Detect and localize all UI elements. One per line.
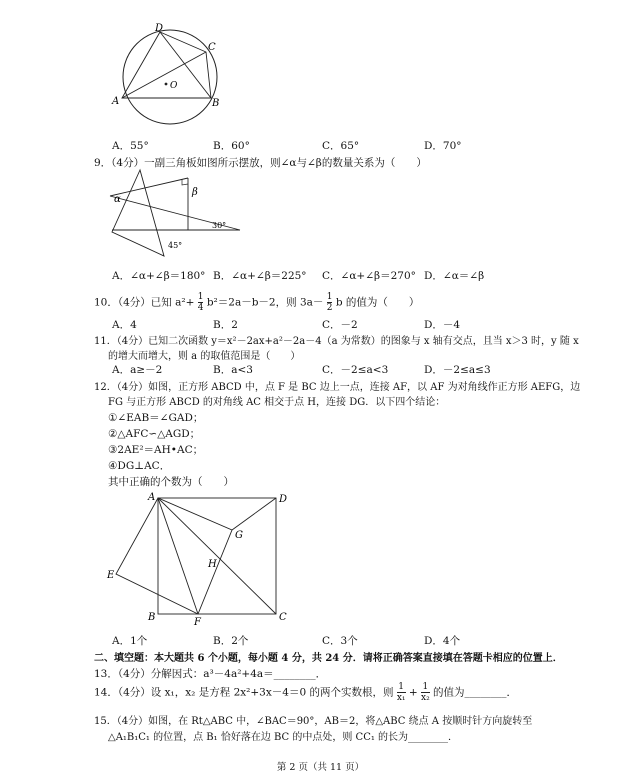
label-h: H xyxy=(208,559,217,570)
q12-conclusion-3: ③2AE²＝AH•AC； xyxy=(108,444,204,456)
q10-stem-c: b 的值为（ ） xyxy=(335,296,420,309)
q10-frac1-num: 1 xyxy=(197,292,204,302)
q10-frac2 xyxy=(327,292,333,313)
q8-option-c: C．65° xyxy=(322,140,360,152)
q12-conclusion-4: ④DG⊥AC． xyxy=(108,460,171,472)
page-footer: 第 2 页（共 11 页） xyxy=(276,762,365,773)
label-c: C xyxy=(208,42,216,53)
q10-option-a: A．4 xyxy=(112,319,137,331)
square-figure xyxy=(104,488,294,626)
label-f: F xyxy=(194,617,201,626)
q11-line1: 11．（4分）已知二次函数 y＝x²－2ax+a²－2a－4（a 为常数）的图象与 x 轴有交点，且当 x＞3 时，y 随 x xyxy=(94,336,579,347)
label-b: B xyxy=(212,98,220,109)
q12-line2: FG 与正方形 ABCD 的对角线 AC 相交于点 H，连接 DG．以下四个结论： xyxy=(108,397,446,408)
q14-frac-b-num: 1 xyxy=(422,682,429,692)
q9-option-b: B．∠α+∠β＝225° xyxy=(213,270,307,282)
q14-frac-a-den: x₁ xyxy=(396,693,406,703)
q14-frac-b-den: x₂ xyxy=(421,693,430,703)
label-e: E xyxy=(107,570,115,581)
q14-stem-a: 14．（4分）设 x₁，x₂ 是方程 2x²+3x－4＝0 的两个实数根，则 xyxy=(94,686,394,699)
q12-option-b: B．2个 xyxy=(213,635,249,647)
q10-stem-a: 10．（4分）已知 a²+ xyxy=(94,296,195,309)
q14-stem xyxy=(94,682,517,703)
label-d: D xyxy=(155,23,164,34)
q13-stem: 13．（4分）分解因式：a³－4a²+4a＝________． xyxy=(94,668,327,680)
q10-option-d: D．－4 xyxy=(424,319,461,331)
q14-stem-b: 的值为________． xyxy=(433,686,518,699)
q14-frac-a xyxy=(397,682,406,703)
label-a: A xyxy=(148,492,156,503)
q9-stem: 9．（4分）一副三角板如图所示摆放，则∠α与∠β的数量关系为（ ） xyxy=(94,157,427,169)
q12-option-c: C．3个 xyxy=(322,635,358,647)
q9-option-a: A．∠α+∠β＝180° xyxy=(112,270,206,282)
q12-conclusion-1: ①∠EAB＝∠GAD； xyxy=(108,412,204,424)
q11-option-c: C．－2≤a<3 xyxy=(322,364,389,376)
q10-frac2-den: 2 xyxy=(326,303,333,313)
q15-line2: △A₁B₁C₁ 的位置，点 B₁ 恰好落在边 BC 的中点处，则 CC₁ 的长为________． xyxy=(108,732,459,743)
label-30: 30° xyxy=(212,221,227,230)
q8-option-b: B．60° xyxy=(213,140,250,152)
q12-option-a: A．1个 xyxy=(112,635,148,647)
label-c: C xyxy=(279,612,287,623)
q10-stem xyxy=(94,292,419,313)
label-d: D xyxy=(279,494,288,505)
q10-option-c: C．－2 xyxy=(322,319,358,331)
q9-option-d: D．∠α＝∠β xyxy=(424,270,485,282)
section-heading: 二、填空题：本大题共 6 个小题，每小题 4 分，共 24 分．请将正确答案直接填在答题卡相应的位置上． xyxy=(94,653,563,664)
q11-option-b: B．a<3 xyxy=(213,364,253,376)
q9-option-c: C．∠α+∠β＝270° xyxy=(322,270,416,282)
q11-option-a: A．a≥－2 xyxy=(112,364,163,376)
q10-stem-b: b²＝2a－b－2，则 3a－ xyxy=(206,296,324,309)
q14-frac-b xyxy=(421,682,430,703)
q10-option-b: B．2 xyxy=(213,319,238,331)
triangles-figure xyxy=(108,168,248,260)
q8-option-a: A．55° xyxy=(112,140,149,152)
label-45: 45° xyxy=(168,241,183,250)
q10-frac1 xyxy=(198,292,204,313)
circle-figure xyxy=(108,22,228,132)
q12-line1: 12．（4分）如图，正方形 ABCD 中，点 F 是 BC 边上一点，连接 AF，以 AF 为对角线作正方形 AEFG，边 xyxy=(94,382,581,393)
q14-frac-a-num: 1 xyxy=(398,682,405,692)
q11-line2: 的增大而增大，则 a 的取值范围是（ ） xyxy=(108,351,301,362)
q14-plus: + xyxy=(408,686,418,699)
q12-ask: 其中正确的个数为（ ） xyxy=(108,476,234,488)
label-g: G xyxy=(235,530,243,541)
q10-frac1-den: 4 xyxy=(197,303,204,313)
label-alpha: α xyxy=(114,194,121,205)
label-o: O xyxy=(170,81,178,91)
q8-option-d: D．70° xyxy=(424,140,462,152)
q11-option-d: D．－2≤a≤3 xyxy=(424,364,491,376)
label-beta: β xyxy=(192,187,198,198)
q10-frac2-num: 1 xyxy=(326,292,333,302)
q12-option-d: D．4个 xyxy=(424,635,461,647)
q15-line1: 15．（4分）如图，在 Rt△ABC 中，∠BAC＝90°，AB＝2，将△ABC 绕点 A 按顺时针方向旋转至 xyxy=(94,716,533,727)
q12-conclusion-2: ②△AFC∽△AGD； xyxy=(108,428,201,440)
label-a: A xyxy=(112,96,120,107)
label-b: B xyxy=(148,612,156,623)
